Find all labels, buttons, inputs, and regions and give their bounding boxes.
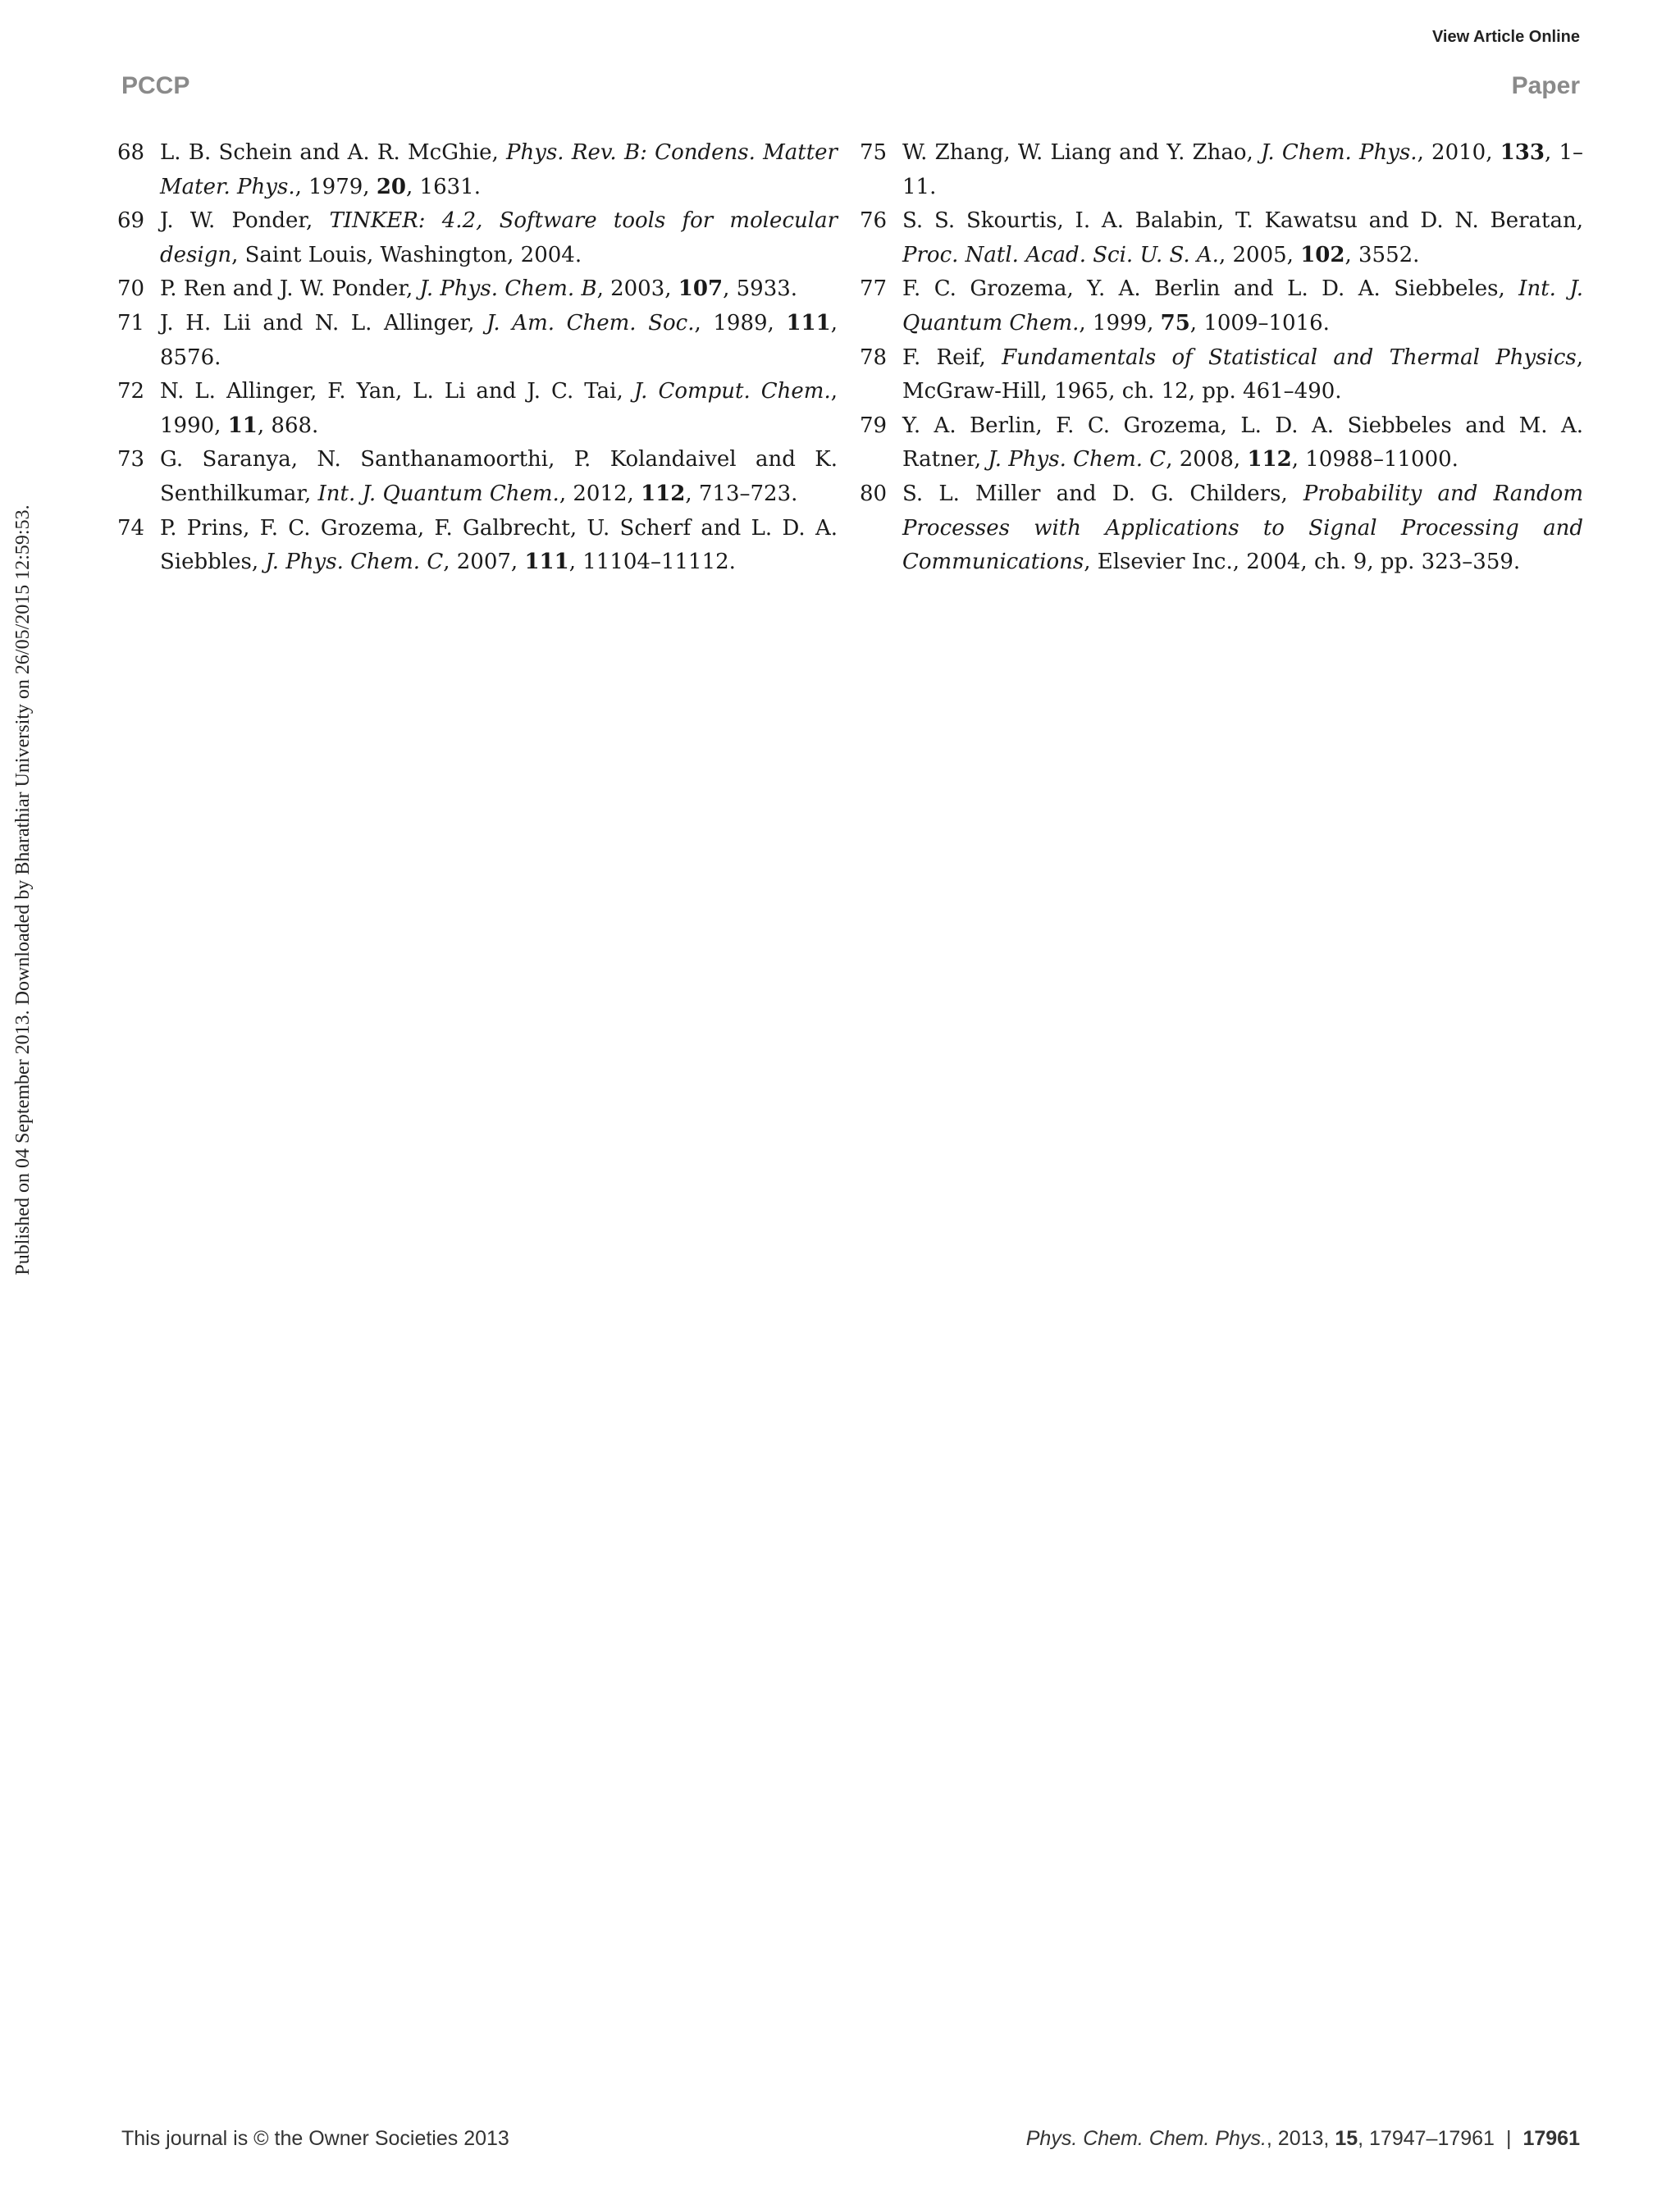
reference-number: 77 bbox=[860, 276, 888, 302]
reference-number: 69 bbox=[117, 208, 145, 234]
reference-title: Probability and Random Processes with Applications to Signal Processing and Communications bbox=[902, 481, 1583, 575]
reference-volume: 111 bbox=[786, 310, 831, 335]
reference-volume: 20 bbox=[376, 174, 407, 199]
footer-volume: 15 bbox=[1335, 2127, 1358, 2150]
reference-title: Int. J. Quantum Chem. bbox=[902, 276, 1584, 335]
reference-details: , 2012, bbox=[559, 481, 641, 506]
reference-details: , 1979, bbox=[294, 174, 377, 199]
reference-authors: F. Reif, bbox=[902, 345, 1002, 370]
reference-authors: N. L. Allinger, F. Yan, L. Li and J. C. Tai, bbox=[160, 379, 634, 404]
reference-authors: G. Saranya, N. Santhanamoorthi, P. Kolandaivel and K. Senthilkumar, bbox=[160, 447, 838, 506]
reference-volume: 111 bbox=[524, 550, 569, 575]
reference-authors: S. S. Skourtis, I. A. Balabin, T. Kawatsu and D. N. Beratan, bbox=[902, 208, 1583, 234]
reference-details: , 2010, bbox=[1417, 140, 1500, 165]
reference-authors: Y. A. Berlin, F. C. Grozema, L. D. A. Siebbeles and M. A. Ratner, bbox=[902, 413, 1583, 472]
reference-details: , 2005, bbox=[1218, 242, 1301, 267]
reference-pages: , 8576. bbox=[160, 310, 838, 370]
reference-number: 75 bbox=[860, 140, 888, 165]
section-header: Paper bbox=[1511, 72, 1580, 99]
reference-item bbox=[860, 409, 1583, 477]
reference-number: 74 bbox=[117, 515, 145, 541]
reference-authors: P. Prins, F. C. Grozema, F. Galbrecht, U. Scherf and L. D. A. Siebbles, bbox=[160, 515, 838, 575]
reference-item bbox=[117, 204, 838, 272]
reference-volume: 107 bbox=[678, 276, 724, 302]
reference-authors: J. W. Ponder, bbox=[160, 208, 330, 234]
reference-title: Phys. Rev. B: Condens. Matter Mater. Phys. bbox=[160, 140, 838, 199]
reference-item bbox=[117, 136, 838, 204]
footer-copyright: This journal is © the Owner Societies 2013 bbox=[121, 2127, 509, 2150]
reference-title: Fundamentals of Statistical and Thermal Physics bbox=[1002, 345, 1577, 370]
page-number: 17961 bbox=[1522, 2127, 1580, 2150]
reference-item bbox=[860, 341, 1583, 409]
journal-header: PCCP bbox=[121, 72, 190, 99]
reference-title: Proc. Natl. Acad. Sci. U. S. A. bbox=[902, 242, 1219, 267]
reference-authors: J. H. Lii and N. L. Allinger, bbox=[160, 310, 486, 335]
reference-pages: , 5933. bbox=[723, 276, 798, 302]
reference-item bbox=[117, 272, 838, 307]
reference-authors: S. L. Miller and D. G. Childers, bbox=[902, 481, 1303, 506]
reference-item bbox=[860, 477, 1583, 580]
reference-item bbox=[117, 443, 838, 511]
reference-pages: , 3552. bbox=[1344, 242, 1420, 267]
reference-volume: 11 bbox=[227, 413, 258, 438]
reference-number: 70 bbox=[117, 276, 145, 302]
reference-title: J. Chem. Phys. bbox=[1261, 140, 1418, 165]
reference-item bbox=[860, 204, 1583, 272]
reference-details: , 2007, bbox=[443, 550, 525, 575]
reference-pages: , 1631. bbox=[406, 174, 481, 199]
footer-year: , 2013, bbox=[1266, 2127, 1335, 2150]
reference-volume: 133 bbox=[1500, 140, 1545, 165]
reference-title: J. Phys. Chem. C bbox=[988, 447, 1166, 472]
reference-pages: , 1009–1016. bbox=[1189, 310, 1330, 335]
reference-pages: , 1–11. bbox=[902, 140, 1584, 199]
reference-title: J. Comput. Chem. bbox=[633, 379, 831, 404]
reference-details: , 1989, bbox=[694, 310, 787, 335]
reference-authors: W. Zhang, W. Liang and Y. Zhao, bbox=[902, 140, 1261, 165]
footer-citation bbox=[1026, 2127, 1580, 2151]
reference-pages: , 868. bbox=[257, 413, 319, 438]
reference-pages: , 11104–11112. bbox=[568, 550, 736, 575]
reference-item bbox=[860, 272, 1583, 340]
reference-volume: 102 bbox=[1300, 242, 1345, 267]
reference-authors: F. C. Grozema, Y. A. Berlin and L. D. A. Siebbeles, bbox=[902, 276, 1519, 302]
reference-volume: 112 bbox=[641, 481, 686, 506]
reference-title: TINKER: 4.2, Software tools for molecular design bbox=[160, 208, 838, 267]
footer-journal-abbrev: Phys. Chem. Chem. Phys. bbox=[1025, 2127, 1267, 2150]
reference-title: Int. J. Quantum Chem. bbox=[317, 481, 559, 506]
references-right-column bbox=[860, 136, 1583, 580]
reference-details: , McGraw-Hill, 1965, ch. 12, pp. 461–490. bbox=[902, 345, 1583, 404]
reference-pages: , 10988–11000. bbox=[1291, 447, 1459, 472]
reference-volume: 112 bbox=[1247, 447, 1292, 472]
reference-number: 79 bbox=[860, 413, 888, 438]
reference-item bbox=[117, 375, 838, 443]
reference-item bbox=[860, 136, 1583, 204]
reference-number: 78 bbox=[860, 345, 888, 370]
reference-number: 68 bbox=[117, 140, 145, 165]
reference-details: , 1999, bbox=[1079, 310, 1161, 335]
reference-authors: P. Ren and J. W. Ponder, bbox=[160, 276, 420, 302]
download-watermark: Published on 04 September 2013. Downloaded by Bharathiar University on 26/05/2015 12:59:53. bbox=[12, 504, 34, 1276]
reference-title: J. Phys. Chem. B bbox=[419, 276, 597, 302]
reference-details: , 2003, bbox=[596, 276, 678, 302]
reference-title: J. Phys. Chem. C bbox=[265, 550, 444, 575]
reference-number: 71 bbox=[117, 310, 145, 335]
reference-details: , Elsevier Inc., 2004, ch. 9, pp. 323–359. bbox=[1084, 550, 1521, 575]
references-left-column bbox=[117, 136, 838, 580]
reference-item bbox=[117, 307, 838, 375]
reference-title: J. Am. Chem. Soc. bbox=[486, 310, 695, 335]
footer-pages: , 17947–17961 bbox=[1358, 2127, 1495, 2150]
footer-separator: | bbox=[1505, 2127, 1512, 2150]
reference-details: , 1990, bbox=[160, 379, 838, 438]
reference-number: 80 bbox=[860, 481, 888, 506]
reference-authors: L. B. Schein and A. R. McGhie, bbox=[160, 140, 507, 165]
reference-number: 72 bbox=[117, 379, 145, 404]
reference-volume: 75 bbox=[1160, 310, 1190, 335]
view-article-online-link[interactable]: View Article Online bbox=[1431, 28, 1580, 46]
reference-pages: , 713–723. bbox=[685, 481, 798, 506]
reference-number: 73 bbox=[117, 447, 145, 472]
reference-details: , Saint Louis, Washington, 2004. bbox=[231, 242, 582, 267]
reference-number: 76 bbox=[860, 208, 888, 234]
reference-item bbox=[117, 512, 838, 580]
reference-details: , 2008, bbox=[1166, 447, 1248, 472]
